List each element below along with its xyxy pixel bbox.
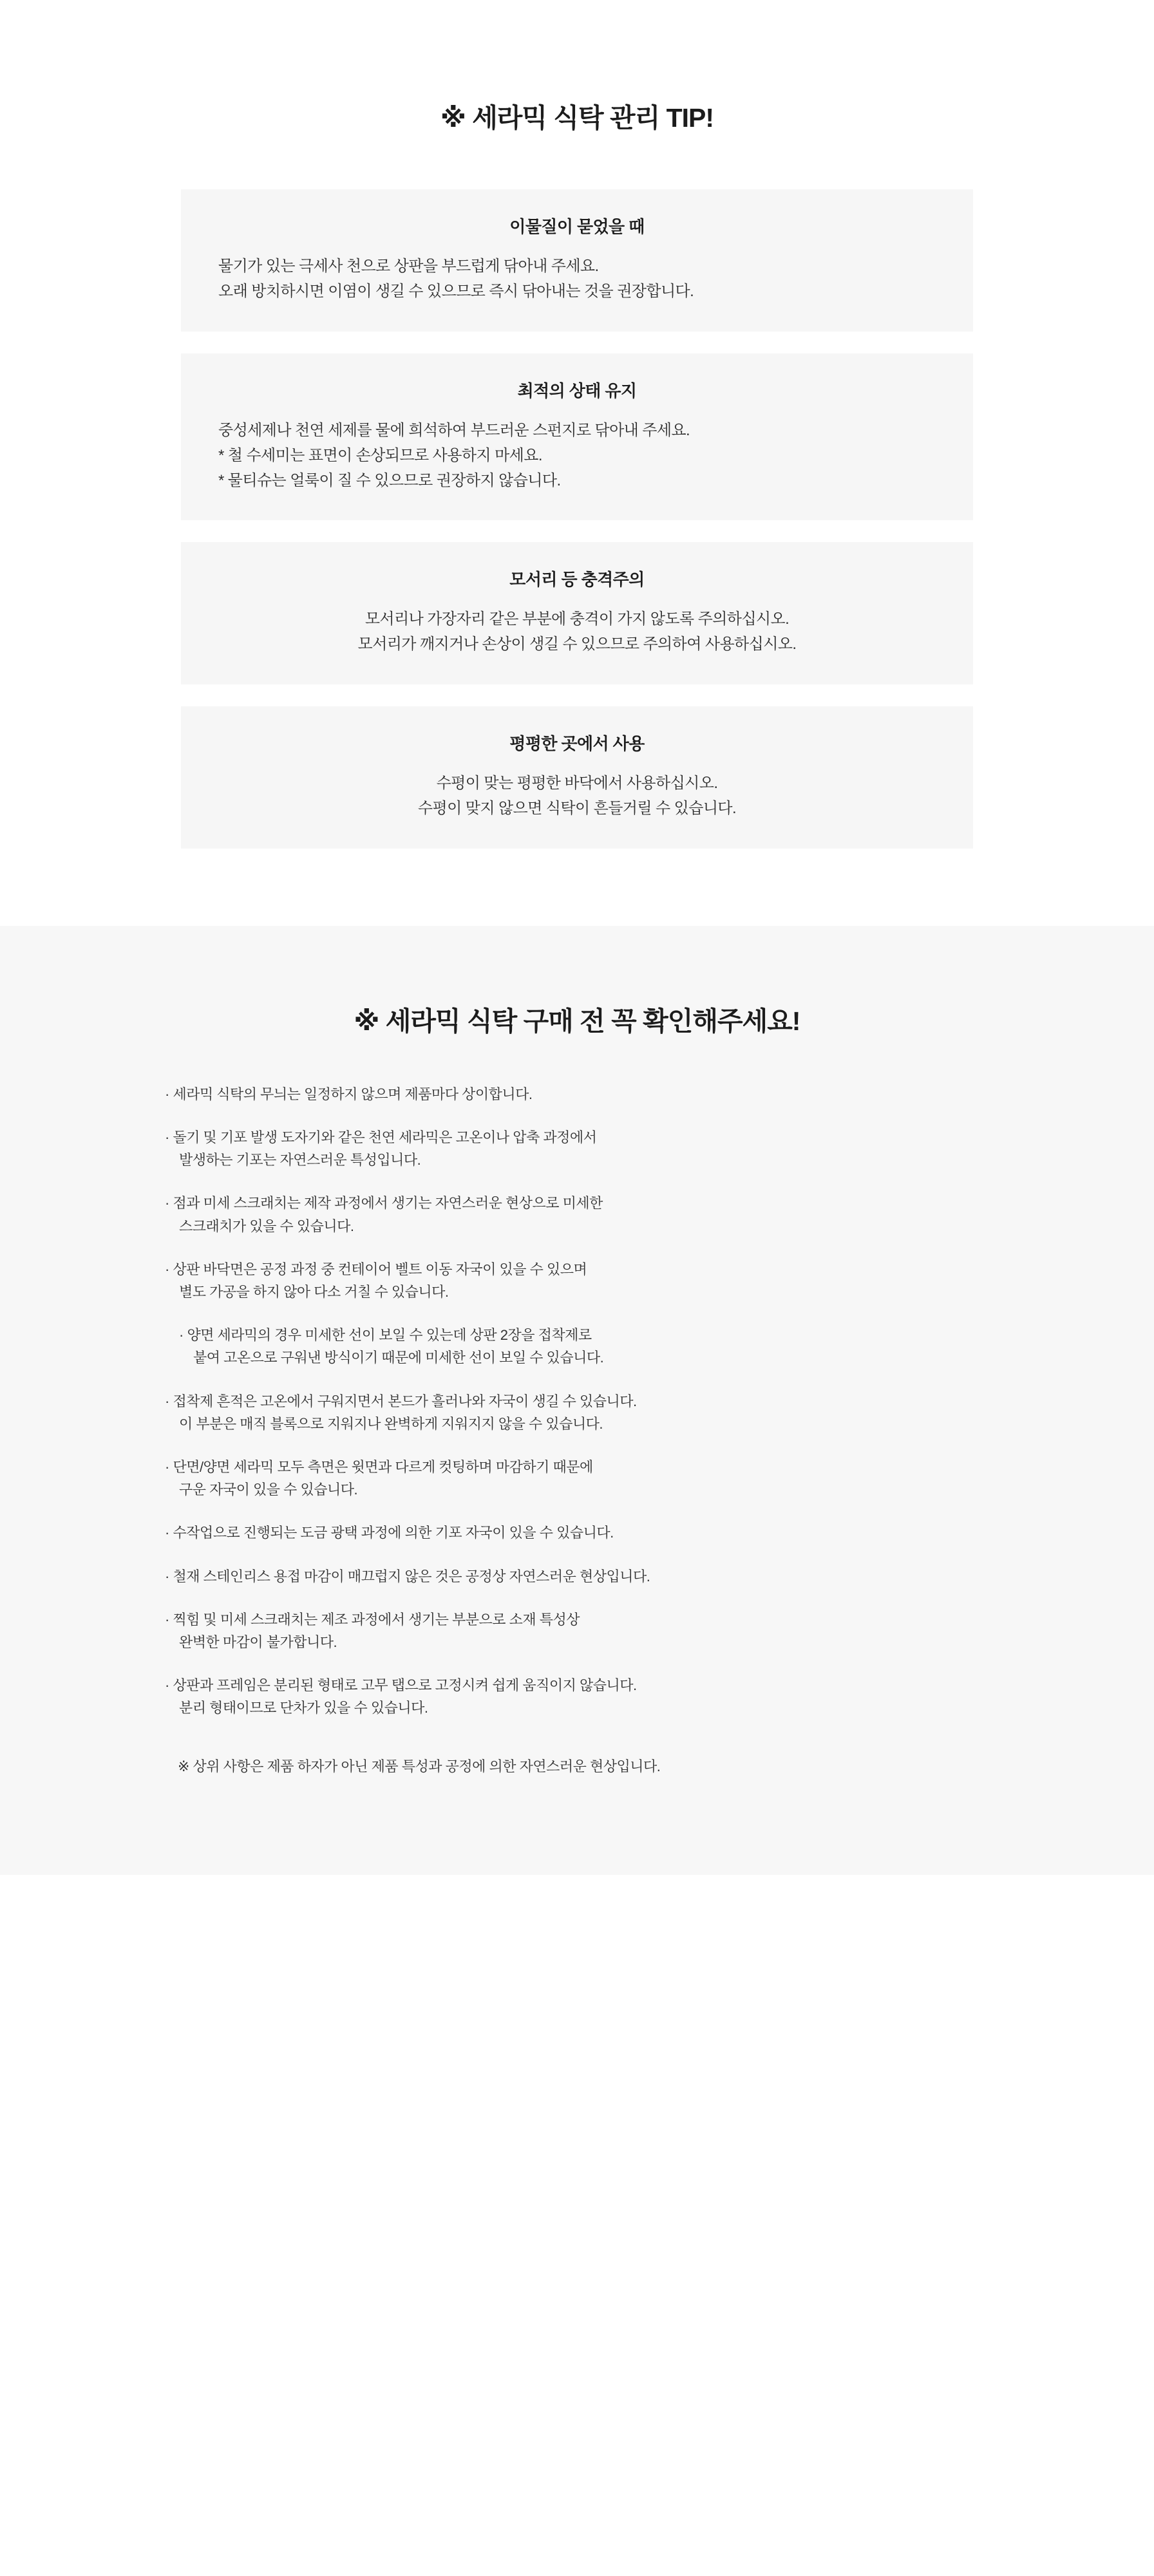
- notice-line: 이 부분은 매직 블록으로 지워지나 완벽하게 지워지지 않을 수 있습니다.: [179, 1415, 603, 1432]
- care-tip-line: 물기가 있는 극세사 천으로 상판을 부드럽게 닦아내 주세요.: [218, 258, 599, 275]
- notice-line: · 세라믹 식탁의 무늬는 일정하지 않으며 제품마다 상이합니다.: [165, 1086, 533, 1102]
- notice-line: · 철재 스테인리스 용접 마감이 매끄럽지 않은 것은 공정상 자연스러운 현상입니다.: [165, 1568, 650, 1584]
- notice-line: · 찍힘 및 미세 스크래치는 제조 과정에서 생기는 부분으로 소재 특성상: [165, 1611, 580, 1628]
- purchase-notice-section: [0, 926, 1154, 1875]
- care-tip-line: 수평이 맞지 않으면 식탁이 흔들거릴 수 있습니다.: [417, 800, 737, 817]
- care-tips-list: [181, 189, 973, 849]
- care-tip-line: 오래 방치하시면 이염이 생길 수 있으므로 즉시 닦아내는 것을 권장합니다.: [218, 282, 694, 300]
- notice-item: [165, 1608, 996, 1653]
- notice-item: [165, 1324, 996, 1369]
- notice-line: 스크래치가 있을 수 있습니다.: [179, 1217, 354, 1234]
- notice-item: [165, 1126, 996, 1171]
- purchase-notice-list: [158, 1083, 996, 1778]
- notice-item: [165, 1390, 996, 1435]
- care-tip-card: [181, 189, 973, 332]
- care-tips-section: [0, 0, 1154, 926]
- care-tip-body: [207, 418, 947, 494]
- notice-line: · 단면/양면 세라믹 모두 측면은 윗면과 다르게 컷팅하며 마감하기 때문에: [165, 1458, 593, 1475]
- notice-line: · 상판 바닥면은 공정 과정 중 컨테이어 벨트 이동 자국이 있을 수 있으며: [165, 1261, 587, 1277]
- notice-line: · 접착제 흔적은 고온에서 구워지면서 본드가 흘러나와 자국이 생길 수 있습니다.: [165, 1393, 637, 1409]
- notice-line: · 양면 세라믹의 경우 미세한 선이 보일 수 있는데 상판 2장을 접착제로: [179, 1327, 592, 1344]
- notice-line: · 상판과 프레임은 분리된 형태로 고무 탭으로 고정시켜 쉽게 움직이지 않습니다.: [165, 1677, 637, 1694]
- notice-item: [165, 1521, 996, 1544]
- care-tip-line: * 물티슈는 얼룩이 질 수 있으므로 권장하지 않습니다.: [218, 471, 561, 489]
- care-tip-line: * 철 수세미는 표면이 손상되므로 사용하지 마세요.: [218, 446, 542, 464]
- care-tip-card: [181, 542, 973, 684]
- care-tip-body: [207, 254, 947, 305]
- care-tip-line: 모서리나 가장자리 같은 부분에 충격이 가지 않도록 주의하십시오.: [364, 610, 790, 628]
- care-tips-title: ※ 세라믹 식탁 관리 TIP!: [440, 103, 714, 133]
- care-tip-heading: 평평한 곳에서 사용: [509, 734, 645, 754]
- care-tip-line: 모서리가 깨지거나 손상이 생길 수 있으므로 주의하여 사용하십시오.: [357, 635, 797, 653]
- notice-line: · 점과 미세 스크래치는 제작 과정에서 생기는 자연스러운 현상으로 미세한: [165, 1195, 603, 1212]
- notice-line: 완벽한 마감이 불가합니다.: [179, 1633, 337, 1650]
- notice-line: · 돌기 및 기포 발생 도자기와 같은 천연 세라믹은 고온이나 압축 과정에서: [165, 1129, 597, 1146]
- purchase-notice-title: ※ 세라믹 식탁 구매 전 꼭 확인해주세요!: [354, 1006, 800, 1036]
- notice-line: 구운 자국이 있을 수 있습니다.: [179, 1481, 358, 1498]
- notice-line: 분리 형태이므로 단차가 있을 수 있습니다.: [179, 1700, 428, 1716]
- care-tip-line: 중성세제나 천연 세제를 물에 희석하여 부드러운 스펀지로 닦아내 주세요.: [218, 421, 690, 439]
- care-tip-card: [181, 353, 973, 521]
- care-tip-heading: 이물질이 묻었을 때: [509, 217, 645, 236]
- notice-line: 발생하는 기포는 자연스러운 특성입니다.: [179, 1152, 421, 1169]
- notice-item: [165, 1258, 996, 1303]
- notice-item: [165, 1674, 996, 1719]
- care-tip-heading: 최적의 상태 유지: [517, 381, 637, 400]
- notice-line: 별도 가공을 하지 않아 다소 거칠 수 있습니다.: [179, 1284, 449, 1300]
- notice-item: [165, 1083, 996, 1105]
- care-tip-heading: 모서리 등 충격주의: [509, 570, 645, 590]
- notice-line: 붙여 고온으로 구워낸 방식이기 때문에 미세한 선이 보일 수 있습니다.: [193, 1349, 604, 1366]
- notice-line: · 수작업으로 진행되는 도금 광택 과정에 의한 기포 자국이 있을 수 있습니다.: [165, 1525, 614, 1541]
- notice-item: [165, 1456, 996, 1501]
- notice-item: [165, 1192, 996, 1237]
- care-tip-card: [181, 706, 973, 849]
- notice-footnote: ※ 상위 사항은 제품 하자가 아닌 제품 특성과 공정에 의한 자연스러운 현상입니다.: [178, 1758, 661, 1775]
- care-tip-body: [207, 607, 947, 657]
- notice-item: [165, 1565, 996, 1588]
- care-tip-body: [207, 771, 947, 822]
- care-tip-line: 수평이 맞는 평평한 바닥에서 사용하십시오.: [436, 775, 718, 793]
